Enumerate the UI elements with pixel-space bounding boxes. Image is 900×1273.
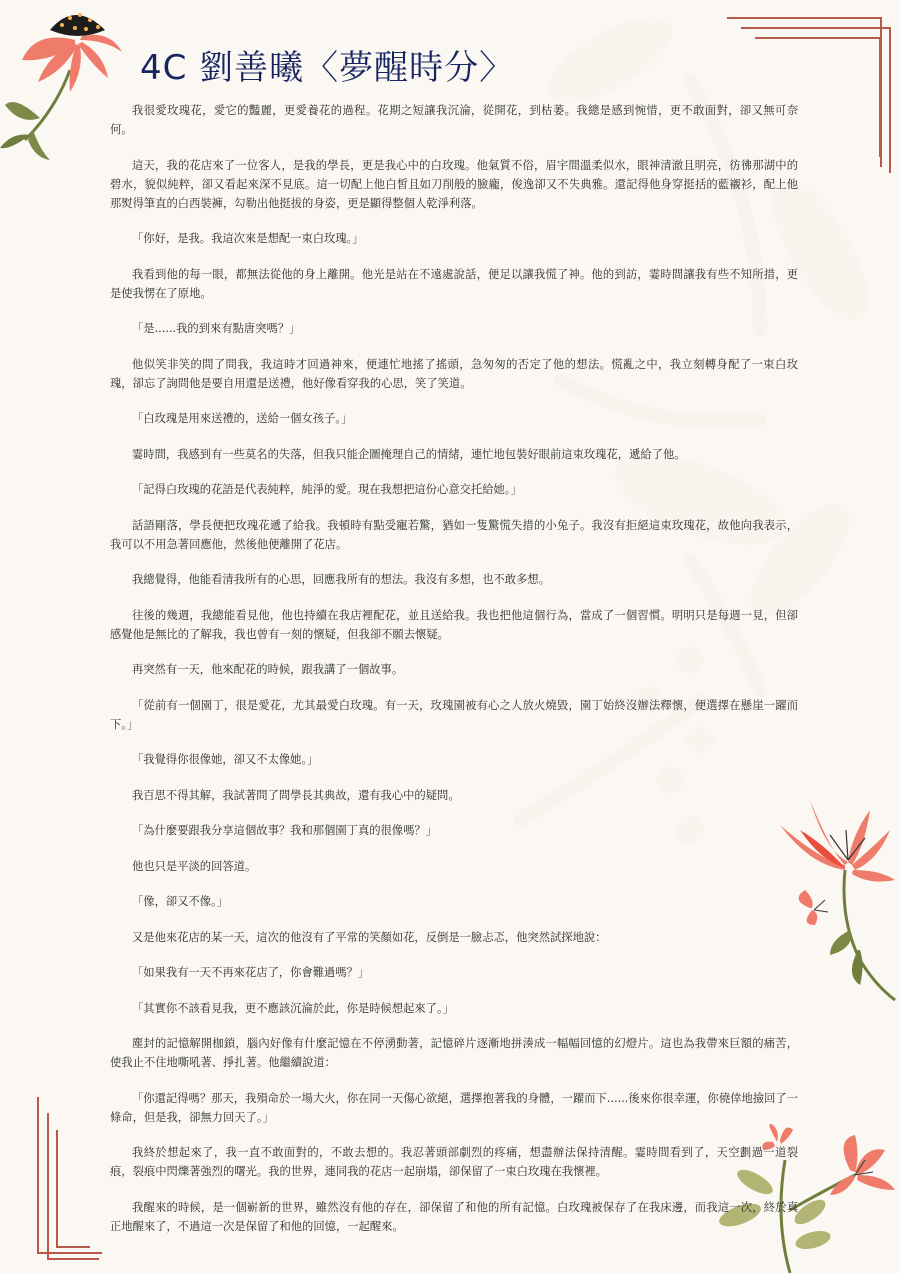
paragraph-18: 他也只是平淡的回答道。 bbox=[132, 859, 257, 873]
paragraph-1: 我很愛玫瑰花，愛它的豔麗，更愛養花的過程。花期之短讓我沉淪，從開花，到枯萎。我總是感到惋惜，更不敢面對，卻又無可奈何。 bbox=[110, 104, 798, 136]
paragraph-3: 「你好，是我。我這次來是想配一束白玫瑰。」 bbox=[132, 232, 364, 245]
paragraph-16: 我百思不得其解，我試著問了問學長其典故，還有我心中的疑問。 bbox=[132, 788, 460, 802]
paragraph-2: 這天，我的花店來了一位客人，是我的學長，更是我心中的白玫瑰。他氣質不俗，眉宇間溫柔似水，眼神清澈且明亮，彷彿那湖中的碧水，貌似純粹，卻又看起來深不見底。這一切配上他白皙且如刀削般的臉龐，俊逸卻又不失典雅。還記得他身穿挺括的藍襯衫，配上他那熨得筆直的白西裝褲，勾勒出他挺拔的身姿，更是顯得整個人乾淨利落。 bbox=[110, 158, 798, 210]
paragraph-6: 他似笑非笑的問了問我，我這時才回過神來，便連忙地搖了搖頭，急匆匆的否定了他的想法。慌亂之中，我立刻轉身配了一束白玫瑰，卻忘了詢問他是要自用還是送禮，他好像看穿我的心思，笑了笑道。 bbox=[110, 357, 798, 390]
frame-line-left-2 bbox=[47, 1113, 49, 1258]
paragraph-23: 塵封的記憶解開枷鎖，腦內好像有什麼記憶在不停湧動著，記憶碎片逐漸地拼湊成一幅幅回憶的幻燈片。這也為我帶來巨額的痛苦，使我止不住地嘶吼著、掙扎著。他繼續說道： bbox=[110, 1037, 798, 1069]
paragraph-17: 「為什麼要跟我分享這個故事？我和那個園丁真的很像嗎？」 bbox=[132, 824, 438, 837]
frame-line-top-3 bbox=[755, 37, 879, 39]
frame-line-bottom-1 bbox=[37, 1252, 102, 1254]
frame-line-top-2 bbox=[741, 27, 889, 29]
paragraph-20: 又是他來花店的某一天，這次的他沒有了平常的笑顏如花，反倒是一臉忐忑，他突然試探地說： bbox=[132, 930, 607, 944]
paragraph-13: 再突然有一天，他來配花的時候，跟我講了一個故事。 bbox=[132, 663, 404, 676]
frame-line-left-1 bbox=[37, 1097, 39, 1252]
paragraph-24: 「你還記得嗎？那天，我殞命於一場大火，你在同一天傷心欲絕，選擇抱著我的身體，一躍而下......後來你很幸運，你僥倖地撿回了一條命，但是我，卻無力回天了。」 bbox=[110, 1091, 798, 1124]
paragraph-10: 話語剛落，學長便把玫瑰花遞了給我。我頓時有點受寵若驚，猶如一隻驚慌失措的小兔子。我沒有拒絕這束玫瑰花，故他向我表示，我可以不用急著回應他，然後他便離開了花店。 bbox=[110, 518, 798, 551]
paragraph-14: 「從前有一個園丁，很是愛花，尤其最愛白玫瑰。有一天，玫瑰園被有心之人放火燒毀，園丁始終沒辦法釋懷，便選擇在懸崖一躍而下。」 bbox=[110, 698, 798, 731]
paragraph-19: 「像，卻又不像。」 bbox=[132, 895, 229, 908]
frame-line-top-1 bbox=[727, 17, 880, 19]
paragraph-26: 我醒來的時候，是一個嶄新的世界，雖然沒有他的存在，卻保留了和他的所有記憶。白玫瑰被保存了在我床邊，而我這一次，終於真正地醒來了，不過這一次是保留了和他的回憶，一起醒來。 bbox=[110, 1200, 798, 1233]
paragraph-11: 我總覺得，他能看清我所有的心思，回應我所有的想法。我沒有多想，也不敢多想。 bbox=[132, 573, 550, 586]
paragraph-25: 我終於想起來了，我一直不敢面對的，不敢去想的。我忍著頭部劇烈的疼痛，想盡辦法保持清醒。霎時間看到了，天空劃過一道裂痕，裂痕中閃爍著強烈的曙光。我的世界，連同我的花店一起崩塌，卻保留了一束白玫瑰在我懷裡。 bbox=[110, 1146, 798, 1178]
frame-line-left-3 bbox=[56, 1130, 58, 1247]
paragraph-15: 「我覺得你很像她，卻又不太像她。」 bbox=[132, 753, 319, 766]
paragraph-9: 「記得白玫瑰的花語是代表純粹，純淨的愛。現在我想把這份心意交托給她。」 bbox=[132, 483, 522, 496]
paragraph-7: 「白玫瑰是用來送禮的，送給一個女孩子。」 bbox=[132, 412, 353, 425]
paragraph-12: 往後的幾週，我總能看見他，他也持續在我店裡配花，並且送給我。我也把他這個行為，當成了一個習慣。明明只是每週一見，但卻感覺他是無比的了解我，我也曾有一刻的懷疑，但我卻不願去懷疑。 bbox=[110, 608, 798, 641]
page-title: 4C 劉善曦〈夢醒時分〉 bbox=[140, 48, 515, 88]
paragraph-4: 我看到他的每一眼，都無法從他的身上離開。他光是站在不遠處說話，便足以讓我慌了神。他的到訪，霎時間讓我有些不知所措，更是使我愣在了原地。 bbox=[110, 267, 798, 300]
essay-body bbox=[110, 101, 798, 1252]
frame-line-right-3 bbox=[879, 37, 881, 157]
frame-line-right-2 bbox=[889, 27, 891, 173]
paragraph-5: 「是......我的到來有點唐突嗎？」 bbox=[132, 322, 301, 335]
paragraph-21: 「如果我有一天不再來花店了，你會難過嗎？」 bbox=[132, 966, 370, 979]
paragraph-22: 「其實你不該看見我，更不應該沉淪於此，你是時候想起來了。」 bbox=[132, 1001, 454, 1015]
paragraph-8: 霎時間，我感到有一些莫名的失落，但我只能企圖掩理自己的情緒，連忙地包裝好眼前這束玫瑰花，遞給了他。 bbox=[132, 447, 686, 461]
frame-line-bottom-3 bbox=[56, 1246, 90, 1248]
frame-line-bottom-2 bbox=[47, 1258, 99, 1260]
